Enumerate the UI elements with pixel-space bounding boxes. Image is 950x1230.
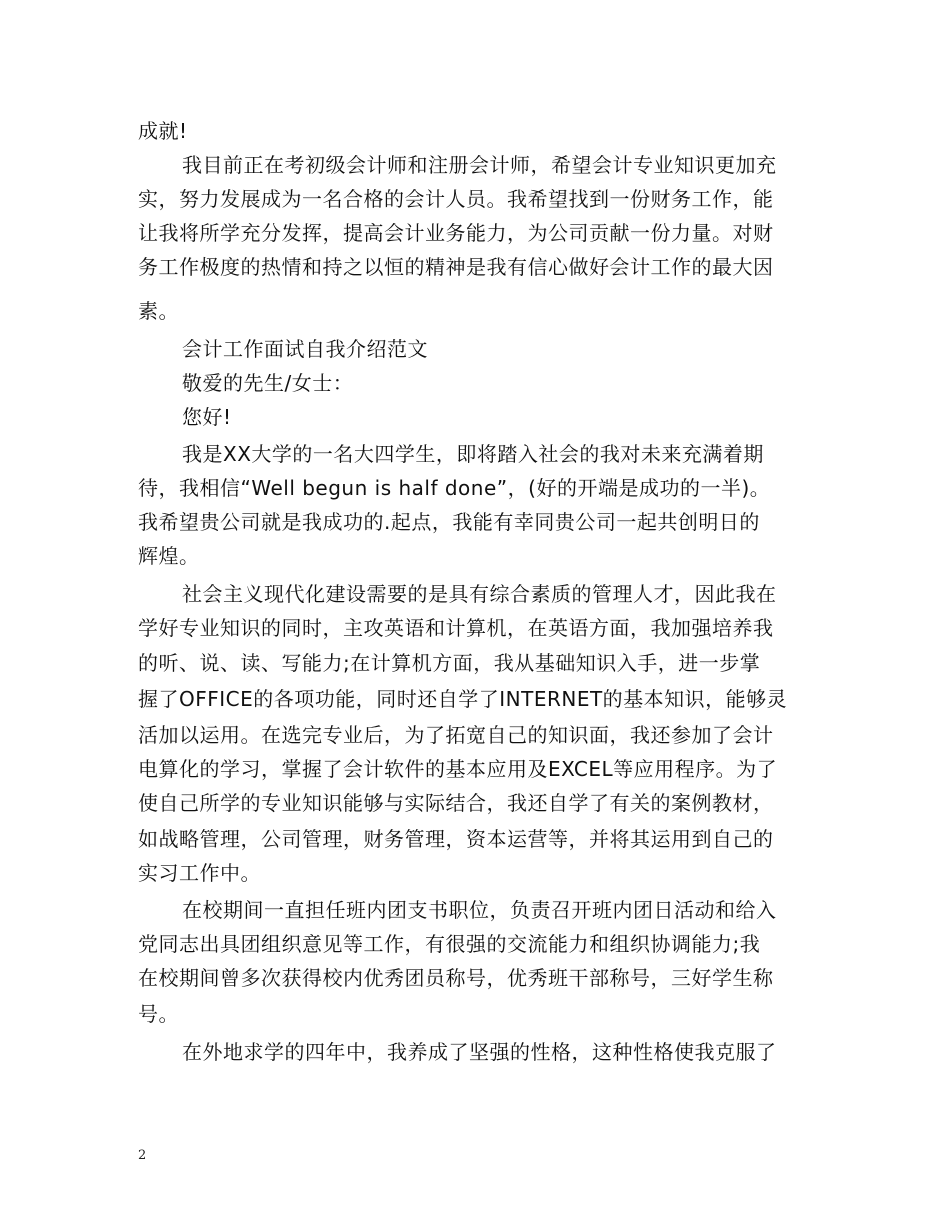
text-line: 社会主义现代化建设需要的是具有综合素质的管理人才，因此我在 [182,582,777,606]
text-line: 的听、说、读、写能力;在计算机方面，我从基础知识入手，进一步掌 [138,651,761,675]
text-line: 活加以运用。在选完专业后，为了拓宽自己的知识面，我还参加了会计 [138,723,774,747]
text-line: 如战略管理，公司管理，财务管理，资本运营等，并将其运用到自己的 [138,827,774,851]
text-line: 您好! [182,405,232,429]
text-line: 辉煌。 [138,544,200,568]
text-line: 号。 [138,1002,179,1026]
text-line: 学好专业知识的同时，主攻英语和计算机，在英语方面，我加强培养我 [138,616,774,640]
text-line: 在校期间曾多次获得校内优秀团员称号，优秀班干部称号，三好学生称 [138,966,774,990]
text-line: 我目前正在考初级会计师和注册会计师，希望会计专业知识更加充 [182,153,777,177]
text-line: 素。 [138,299,179,323]
text-line: 敬爱的先生/女士： [182,371,354,395]
text-line: 在外地求学的四年中，我养成了坚强的性格，这种性格使我克服了 [182,1040,777,1064]
text-line: 实，努力发展成为一名合格的会计人员。我希望找到一份财务工作，能 [138,187,774,211]
page-number: 2 [138,1148,147,1163]
text-line: 让我将所学充分发挥，提高会计业务能力，为公司贡献一份力量。对财 [138,221,774,245]
text-line: 我希望贵公司就是我成功的.起点，我能有幸同贵公司一起共创明日的 [138,510,760,534]
text-line: 在校期间一直担任班内团支书职位，负责召开班内团日活动和给入 [182,898,777,922]
text-line: 党同志出具团组织意见等工作，有很强的交流能力和组织协调能力;我 [138,932,761,956]
text-line: 我是XX大学的一名大四学生，即将踏入社会的我对未来充满着期 [182,442,764,466]
text-line: 成就! [138,119,188,143]
text-line: 实习工作中。 [138,861,261,885]
text-line: 待，我相信“Well begun is half done”，(好的开端是成功的一半)。 [138,476,771,500]
text-line: 务工作极度的热情和持之以恒的精神是我有信心做好会计工作的最大因 [138,255,774,279]
text-line: 握了OFFICE的各项功能，同时还自学了INTERNET的基本知识，能够灵 [138,687,788,711]
text-line: 使自己所学的专业知识能够与实际结合，我还自学了有关的案例教材， [138,791,774,815]
text-line: 电算化的学习，掌握了会计软件的基本应用及EXCEL等应用程序。为了 [138,757,778,781]
text-line: 会计工作面试自我介绍范文 [182,337,428,361]
